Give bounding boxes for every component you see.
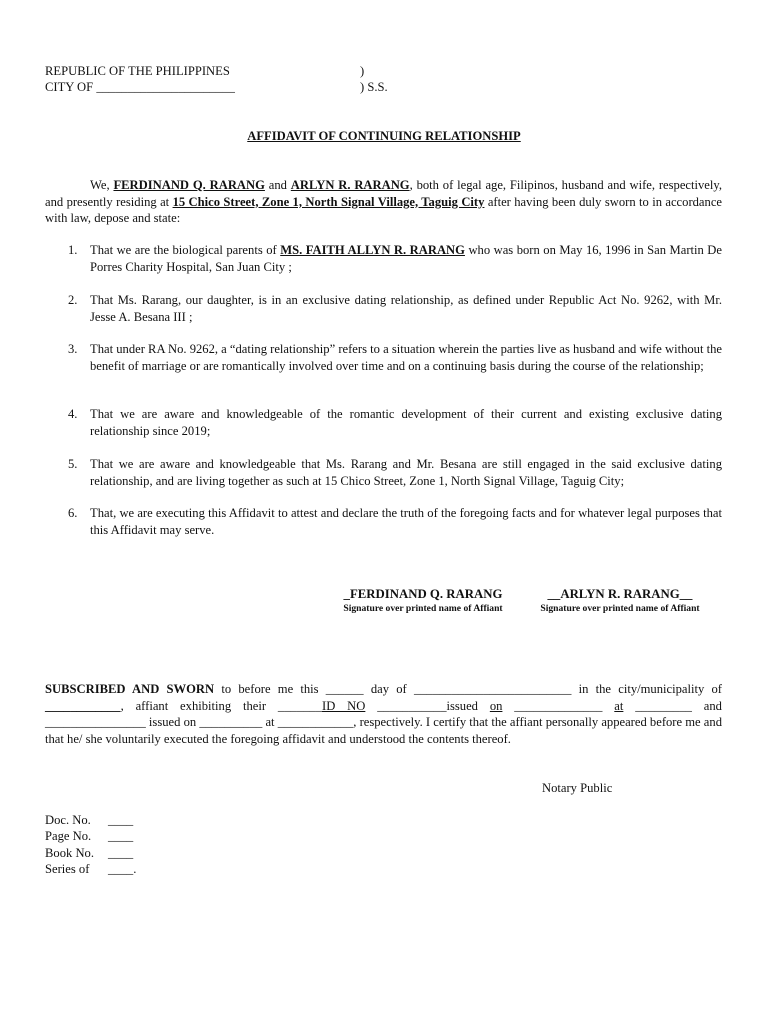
item-text-post: who was born on May 16, 1996 in San Martin De Porres Charity Hospital, San Juan City ; (90, 243, 722, 274)
item-text (90, 242, 722, 275)
affiant-1-name: FERDINAND Q. RARANG (113, 178, 265, 192)
jurat-text-3: ___________issued (377, 698, 478, 713)
signature-caption: Signature over printed name of Affiant (540, 603, 700, 614)
field-blank: ____ (108, 846, 134, 860)
field-label: Page No. (45, 829, 92, 843)
jurat-bold: SUBSCRIBED AND SWORN (45, 682, 215, 696)
item-text: That we are aware and knowledgeable that Ms. Rarang and Mr. Besana are still engaged in the said exclusive dating relationship, and are living together as such at 15 Chico Street, Zone 1, North Signal Village, Taguig City; (90, 457, 722, 488)
affiant-2-name: ARLYN R. RARANG (290, 178, 410, 192)
jurat-blank-city: ____________ (45, 698, 121, 713)
signature-block-affiant-1 (328, 586, 518, 615)
signature-name: _FERDINAND Q. RARANG (343, 587, 503, 601)
jurat-text-5: _________ and ________________ issued on __________ at ____________, respectively. I certify that the affiant personally appeared before me and that he/ she voluntarily executed the foregoing affidavit and understood the contents thereof. (45, 698, 722, 746)
intro-text-2: after having been duly sworn to in accordance with law, depose and state: (45, 194, 723, 225)
signature-name: __ARLYN R. RARANG__ (547, 587, 693, 601)
document-title: AFFIDAVIT OF CONTINUING RELATIONSHIP (247, 129, 521, 143)
intro-paragraph (45, 177, 722, 227)
jurat-text-2: , affiant exhibiting their _______ (120, 698, 323, 713)
city-blank: ______________________ (96, 80, 235, 94)
signature-caption: Signature over printed name of Affiant (343, 603, 503, 614)
notary-public-label: Notary Public (542, 781, 613, 795)
intro-text-1: , both of legal age, Filipinos, husband and wife, respectively, and presently residing at (45, 178, 723, 209)
republic-heading: REPUBLIC OF THE PHILIPPINES (45, 64, 230, 78)
city-label: CITY OF (45, 80, 94, 94)
jurat-text-1: to before me this ______ day of _________________________ in the city/municipality of (221, 682, 722, 696)
item-number: 2. (68, 293, 78, 307)
intro-and: and (268, 178, 287, 192)
item-text: That Ms. Rarang, our daughter, is in an exclusive dating relationship, as defined under Republic Act No. 9262, with Mr. Jesse A. Besana III ; (90, 293, 722, 324)
page-no-field (45, 828, 133, 844)
item-number: 1. (68, 243, 78, 257)
field-blank: ____. (108, 862, 137, 876)
item-text-pre: That we are the biological parents of (90, 243, 277, 257)
venue-paren: ) (360, 64, 365, 78)
jurat-paragraph (45, 681, 722, 747)
ss-mark: ) S.S. (360, 80, 388, 94)
doc-no-field (45, 812, 133, 828)
jurat-id-no: ID NO (322, 698, 366, 713)
city-line (45, 79, 235, 95)
jurat-at: at (614, 698, 624, 713)
item-text: That under RA No. 9262, a “dating relationship” refers to a situation wherein the parties live as husband and wife without the benefit of marriage or are romantically involved over time and on a continuing basis during the course of the relationship; (90, 342, 722, 373)
field-label: Series of (45, 862, 90, 876)
field-label: Doc. No. (45, 813, 91, 827)
item-number: 3. (68, 342, 78, 356)
field-label: Book No. (45, 846, 94, 860)
item-text: That, we are executing this Affidavit to attest and declare the truth of the foregoing facts and for whatever legal purposes that this Affidavit may serve. (90, 506, 722, 537)
item-number: 5. (68, 457, 78, 471)
field-blank: ____ (108, 813, 134, 827)
item-number: 4. (68, 407, 78, 421)
intro-we: We, (90, 178, 110, 192)
jurat-on: on (489, 698, 503, 713)
signature-block-affiant-2 (522, 586, 718, 615)
daughter-name: MS. FAITH ALLYN R. RARANG (280, 243, 465, 257)
field-blank: ____ (108, 829, 134, 843)
item-text: That we are aware and knowledgeable of the romantic development of their current and existing exclusive dating relationship since 2019; (90, 407, 722, 438)
book-no-field (45, 845, 133, 861)
residence-address: 15 Chico Street, Zone 1, North Signal Village, Taguig City (172, 194, 485, 209)
jurat-text-4: ______________ (514, 698, 603, 713)
item-number: 6. (68, 506, 78, 520)
series-of-field (45, 861, 136, 877)
